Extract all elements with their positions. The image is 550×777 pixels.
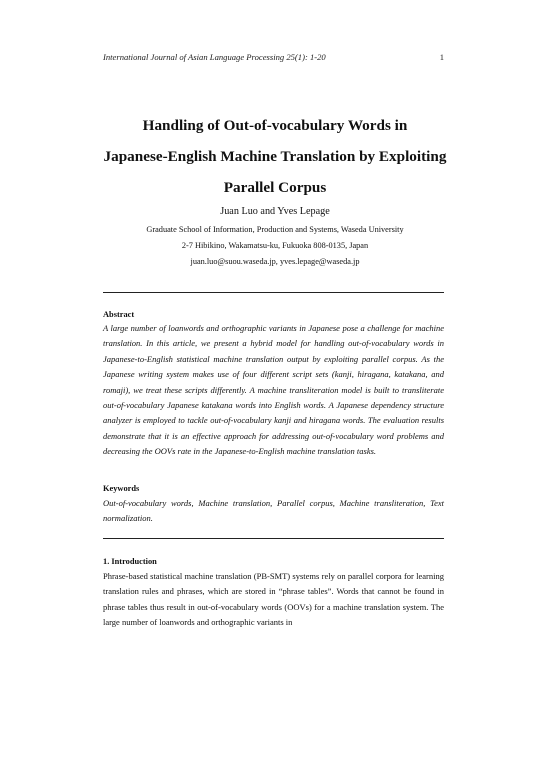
affiliation-school: Graduate School of Information, Production and Systems, Waseda University [146,225,404,234]
paper-title [60,110,490,203]
title-line-1: Handling of Out-of-vocabulary Words in [142,117,408,134]
running-header [103,52,444,62]
introduction-heading: 1. Introduction [103,557,157,566]
keywords-text: Out-of-vocabulary words, Machine translation, Parallel corpus, Machine transliteration, Text normalization. [103,498,444,524]
top-divider [103,292,444,293]
authors: Juan Luo and Yves Lepage [220,206,330,217]
journal-citation: International Journal of Asian Language Processing 25(1): 1-20 [103,52,326,62]
author-emails: juan.luo@suou.waseda.jp, yves.lepage@waseda.jp [190,257,360,266]
bottom-divider [103,538,444,539]
title-line-3: Parallel Corpus [223,179,327,196]
title-line-2: Japanese-English Machine Translation by Exploiting [103,148,447,165]
abstract-text: A large number of loanwords and orthographic variants in Japanese pose a challenge for machine translation. In this article, we present a hybrid model for handling out-of-vocabulary words in Japanese-to-English statistical machine translation output by exploiting parallel corpus. As the Japanese writing system makes use of four different script sets (kanji, hiragana, katakana, and romaji), we treat these scripts differently. A machine transliteration model is built to transliterate out-of-vocabulary Japanese katakana words into English words. A Japanese dependency structure analyzer is employed to tackle out-of-vocabulary kanji and hiragana words. The evaluation results demonstrate that it is an effective approach for addressing out-of-vocabulary word problems and decreasing the OOVs rate in the Japanese-to-English machine translation tasks. [103,323,444,457]
keywords-heading: Keywords [103,484,140,493]
introduction-text: Phrase-based statistical machine translation (PB-SMT) systems rely on parallel corpora for learning translation rules and phrases, which are stored in “phrase tables”. Words that cannot be found in phrase tables thus result in out-of-vocabulary words (OOVs) for a machine translation system. The large number of loanwords and orthographic variants in [103,571,444,628]
page-number: 1 [439,52,444,62]
affiliation-address: 2-7 Hibikino, Wakamatsu-ku, Fukuoka 808-0135, Japan [181,241,369,250]
abstract-heading: Abstract [103,310,135,319]
